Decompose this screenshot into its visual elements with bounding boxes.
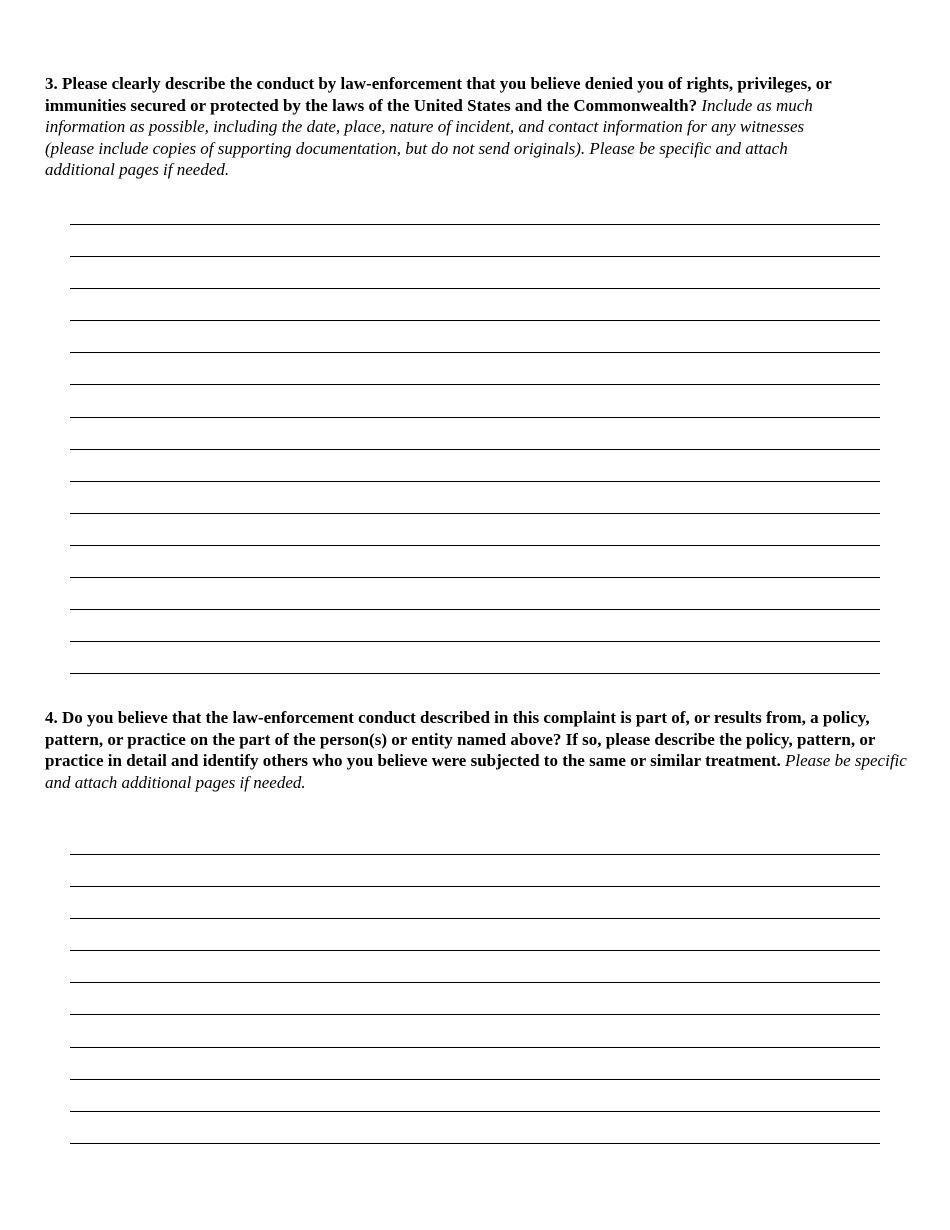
answer-line[interactable]: [70, 384, 880, 416]
question-3-instructions: Include as much information as possible, including the date, place, nature of incident, and contact information for any witnesses (please include copies of supporting documentation, but do not send originals). Please be specific and attach additional pages if needed.: [45, 95, 813, 180]
answer-line[interactable]: [70, 288, 880, 320]
answer-line[interactable]: [70, 449, 880, 481]
answer-line[interactable]: [70, 320, 880, 352]
answer-line[interactable]: [70, 950, 880, 982]
answer-line[interactable]: [70, 481, 880, 513]
question-4-heading: 4. Do you believe that the law-enforcement conduct described in this complaint is part of, or results from, a policy, pattern, or practice on the part of the person(s) or entity named above? If so, please describe the policy, pattern, or practice in detail and identify others who you believe were subjected to the same or similar treatment.: [45, 708, 876, 771]
answer-line[interactable]: [70, 673, 880, 705]
question-3-answer-lines[interactable]: [70, 224, 880, 705]
answer-line[interactable]: [70, 1111, 880, 1143]
answer-line[interactable]: [70, 982, 880, 1014]
answer-line[interactable]: [70, 641, 880, 673]
answer-line[interactable]: [70, 256, 880, 288]
answer-line[interactable]: [70, 352, 880, 384]
question-4-prompt: [45, 707, 925, 793]
answer-line[interactable]: [70, 1079, 880, 1111]
question-4-instructions: Please be specific and attach additional pages if needed.: [45, 751, 907, 792]
answer-line[interactable]: [70, 1014, 880, 1046]
answer-line[interactable]: [70, 224, 880, 256]
answer-line[interactable]: [70, 513, 880, 545]
question-3-heading: 3. Please clearly describe the conduct by law-enforcement that you believe denied you of rights, privileges, or immunities secured or protected by the laws of the United States and the Commonwealth?: [45, 74, 832, 115]
question-3-prompt: [45, 73, 835, 181]
answer-line[interactable]: [70, 609, 880, 641]
answer-line[interactable]: [70, 886, 880, 918]
answer-line[interactable]: [70, 918, 880, 950]
answer-line[interactable]: [70, 854, 880, 886]
answer-line[interactable]: [70, 1047, 880, 1079]
answer-line[interactable]: [70, 1143, 880, 1175]
answer-line[interactable]: [70, 417, 880, 449]
answer-line[interactable]: [70, 577, 880, 609]
question-4-answer-lines[interactable]: [70, 854, 880, 1175]
answer-line[interactable]: [70, 545, 880, 577]
